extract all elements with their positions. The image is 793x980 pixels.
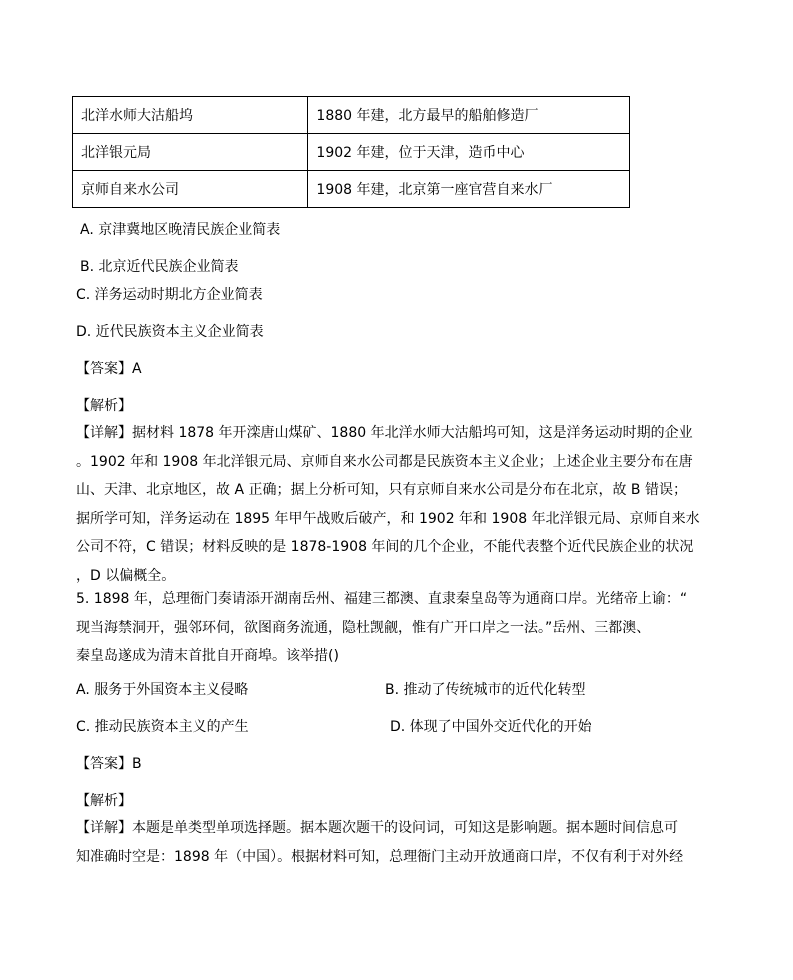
- explanation-line: 【详解】本题是单类型单项选择题。据本题次题干的设问词，可知这是影响题。据本题时间信息可: [76, 820, 678, 836]
- stem-line: 5. 1898 年，总理衙门奏请添开湖南岳州、福建三都澳、直隶秦皇岛等为通商口岸。光绪帝上谕：“: [76, 591, 688, 607]
- q4-explanation: [76, 419, 700, 590]
- q4-option-b: B. 北京近代民族企业简表: [80, 259, 239, 275]
- table-row: [73, 97, 630, 134]
- table-row: [73, 171, 630, 208]
- table-cell-desc: 1880 年建，北方最早的船舶修造厂: [308, 97, 630, 134]
- q4-answer: 【答案】A: [76, 361, 142, 377]
- q5-answer: 【答案】B: [76, 756, 142, 772]
- explanation-line: 公司不符，C 错误；材料反映的是 1878-1908 年间的几个企业，不能代表整个近代民族企业的状况: [76, 539, 694, 555]
- q5-option-c: C. 推动民族资本主义的产生: [76, 719, 249, 735]
- q4-option-d: D. 近代民族资本主义企业简表: [76, 324, 264, 340]
- q5-explanation: [76, 814, 684, 871]
- explanation-line: 。1902 年和 1908 年北洋银元局、京师自来水公司都是民族资本主义企业；上述企业主要分布在唐: [76, 453, 693, 470]
- explanation-line: 知准确时空是：1898 年（中国）。根据材料可知，总理衙门主动开放通商口岸，不仅有利于对外经: [76, 848, 684, 865]
- q5-option-b: B. 推动了传统城市的近代化转型: [385, 682, 586, 698]
- q5-option-a: A. 服务于外国资本主义侵略: [76, 682, 249, 698]
- table-cell-name: 北洋水师大沽船坞: [73, 97, 308, 134]
- table-cell-desc: 1908 年建，北京第一座官营自来水厂: [308, 171, 630, 208]
- q4-analysis-label: 【解析】: [76, 398, 132, 414]
- table-cell-name: 北洋银元局: [73, 134, 308, 171]
- explanation-line: 据所学可知，洋务运动在 1895 年甲午战败后破产，和 1902 年和 1908 年北洋银元局、京师自来水: [76, 510, 700, 527]
- stem-line: 秦皇岛遂成为清末首批自开商埠。该举措(): [76, 648, 339, 664]
- stem-line: 现当海禁洞开，强邻环伺，欲图商务流通，隐杜觊觎，惟有广开口岸之一法。”岳州、三都澳、: [76, 619, 651, 636]
- table-row: [73, 134, 630, 171]
- q4-option-c: C. 洋务运动时期北方企业简表: [76, 287, 263, 303]
- q4-option-a: A. 京津冀地区晚清民族企业简表: [80, 222, 281, 238]
- table-cell-name: 京师自来水公司: [73, 171, 308, 208]
- table-cell-desc: 1902 年建，位于天津，造币中心: [308, 134, 630, 171]
- explanation-line: 【详解】据材料 1878 年开滦唐山煤矿、1880 年北洋水师大沽船坞可知，这是洋务运动时期的企业: [76, 425, 693, 441]
- q5-stem: [76, 585, 688, 671]
- q5-analysis-label: 【解析】: [76, 793, 132, 809]
- explanation-line: 山、天津、北京地区，故 A 正确；据上分析可知，只有京师自来水公司是分布在北京，故 B 错误；: [76, 482, 687, 498]
- enterprise-table: [72, 96, 630, 208]
- explanation-line: ，D 以偏概全。: [76, 567, 176, 584]
- q5-option-d: D. 体现了中国外交近代化的开始: [390, 719, 592, 735]
